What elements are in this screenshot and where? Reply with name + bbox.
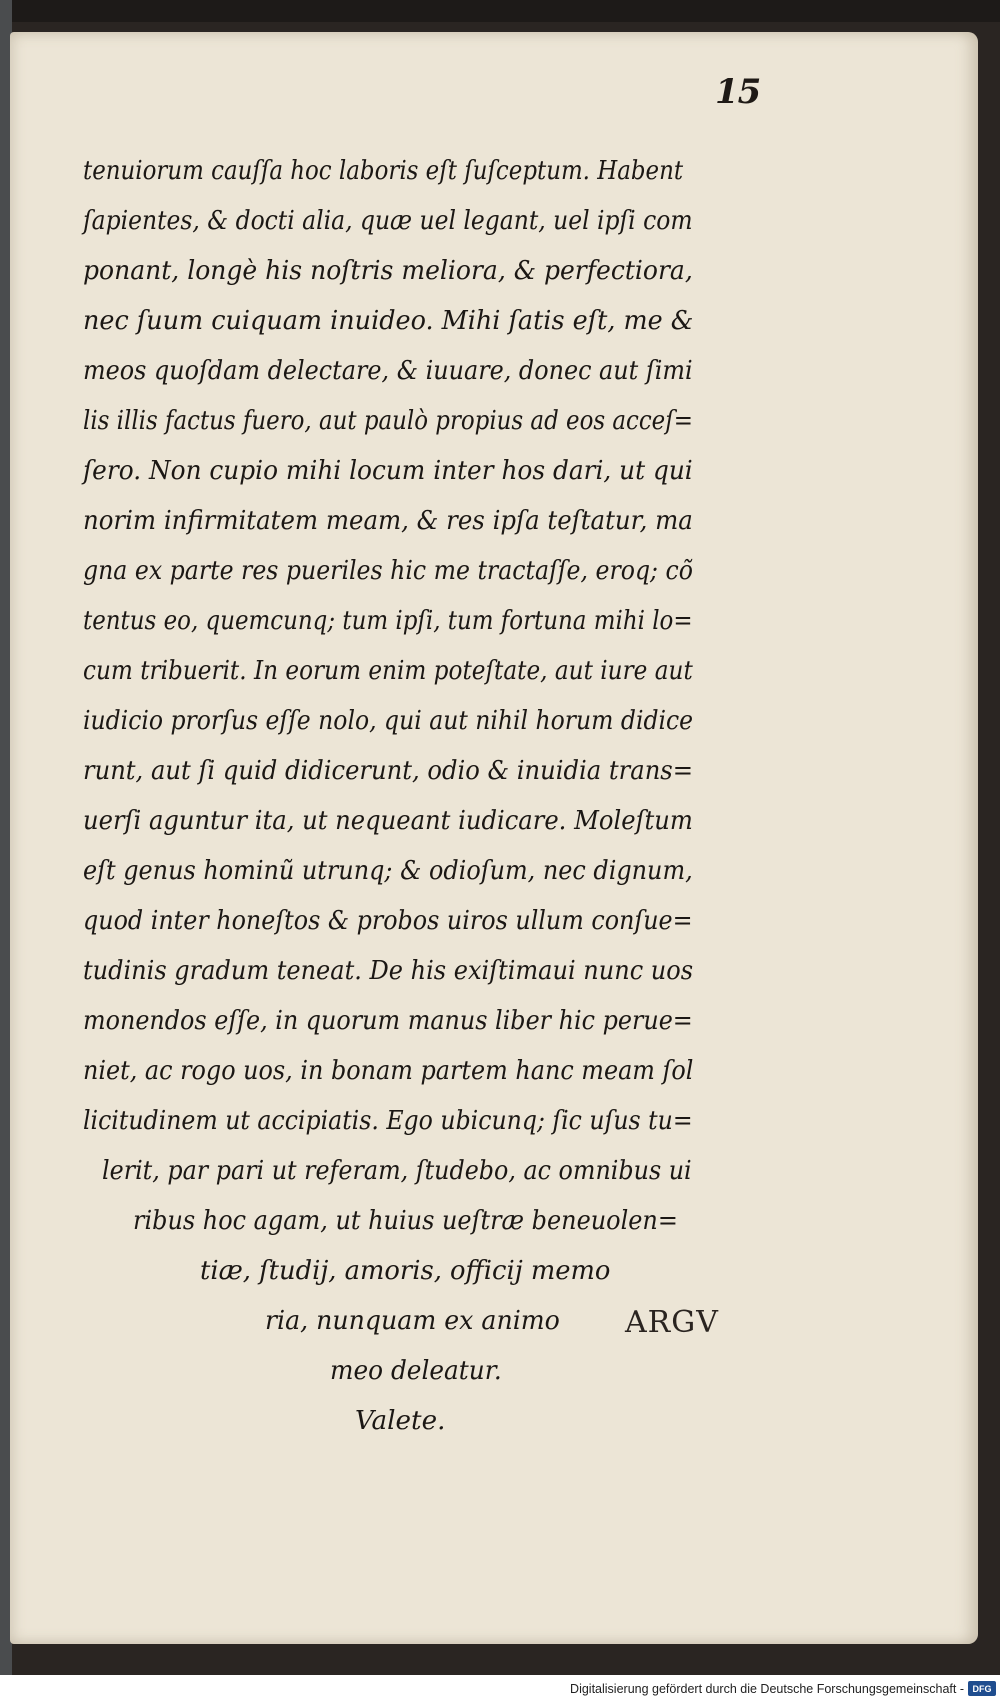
text-line: niet, ac rogo uos, in bonam partem hanc meam ſol	[83, 1055, 694, 1086]
text-line: cum tribuerit. In eorum enim poteſtate, aut iure aut	[83, 655, 693, 686]
text-line: Valete.	[355, 1405, 446, 1436]
scan-top-edge	[0, 0, 1000, 22]
text-line: tenuiorum cauſſa hoc laboris eſt ſuſceptum. Habent	[83, 155, 684, 186]
text-line: lis illis factus fuero, aut paulò propius ad eos acceſ=	[83, 405, 693, 436]
text-line: meo deleatur.	[330, 1355, 502, 1386]
text-line: norim infirmitatem meam, & res ipſa teſtatur, ma	[83, 505, 693, 536]
text-line: ponant, longè his noſtris meliora, & perfectiora,	[83, 255, 693, 286]
text-line: eſt genus hominũ utrunq; & odioſum, nec dignum,	[83, 855, 693, 886]
text-line: ſapientes, & docti alia, quæ uel legant, uel ipſi com	[83, 205, 693, 236]
dfg-logo-icon: DFG	[968, 1681, 996, 1696]
text-line: nec ſuum cuiquam inuideo. Mihi ſatis eſt, me &	[83, 305, 694, 336]
text-line: tudinis gradum teneat. De his exiſtimaui nunc uos	[83, 955, 694, 986]
text-line: ſero. Non cupio mihi locum inter hos dari, ut qui	[83, 455, 693, 486]
footer-bar	[0, 1675, 1000, 1701]
text-line: licitudinem ut accipiatis. Ego ubicunq; ſic uſus tu=	[83, 1105, 693, 1136]
text-line: ria, nunquam ex animo	[265, 1305, 560, 1336]
text-line: meos quoſdam delectare, & iuuare, donec aut ſimi	[83, 355, 693, 386]
footer-credit: Digitalisierung gefördert durch die Deutsche Forschungsgemeinschaft -	[570, 1682, 964, 1696]
text-line: ribus hoc agam, ut huius ueſtræ beneuolen=	[133, 1205, 678, 1236]
text-line: gna ex parte res pueriles hic me tractaſſe, eroq; cõ	[83, 555, 693, 586]
text-line: quod inter honeſtos & probos uiros ullum conſue=	[83, 905, 693, 936]
text-line: lerit, par pari ut referam, ſtudebo, ac omnibus ui	[102, 1155, 692, 1186]
text-line: runt, aut ſi quid didicerunt, odio & inuidia trans=	[83, 755, 694, 786]
text-line: uerſi aguntur ita, ut nequeant iudicare. Moleſtum	[83, 805, 693, 836]
page-number: 15	[715, 72, 761, 112]
text-line: tentus eo, quemcunq; tum ipſi, tum fortuna mihi lo=	[83, 605, 693, 636]
text-line: iudicio prorſus eſſe nolo, qui aut nihil horum didice	[83, 705, 694, 736]
text-line: monendos eſſe, in quorum manus liber hic perue=	[83, 1005, 693, 1036]
catchword: ARGV	[625, 1305, 719, 1340]
text-line: tiæ, ſtudij, amoris, officij memo	[200, 1255, 611, 1286]
